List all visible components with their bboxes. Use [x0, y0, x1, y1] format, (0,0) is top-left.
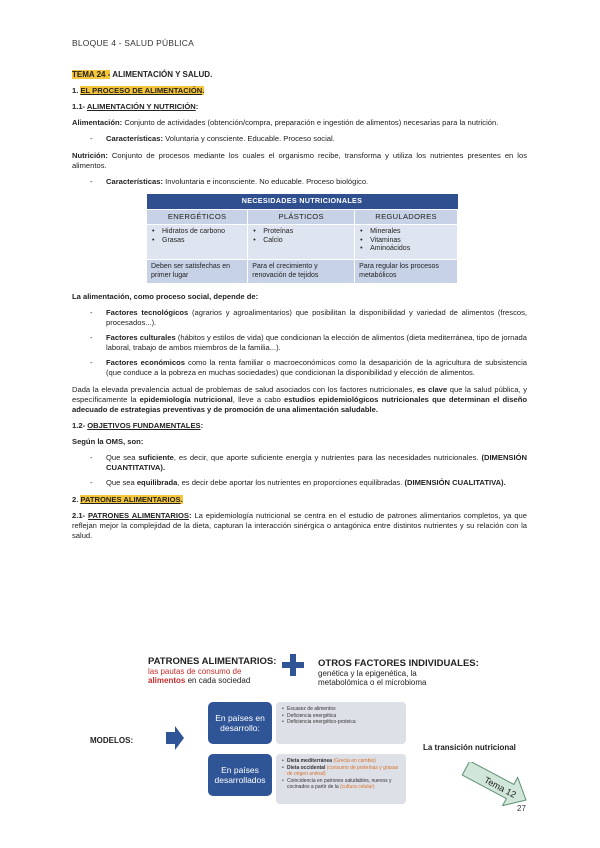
section-1-2-heading: 1.2- OBJETIVOS FUNDAMENTALES: [72, 421, 204, 430]
table-cell: • Minerales • Vitaminas • Aminoácidos [355, 225, 458, 260]
oms-list [72, 453, 527, 488]
nutritional-needs-table [146, 194, 458, 284]
patterns-diagram [72, 650, 542, 840]
nutritional-transition-label: La transición nutricional [423, 743, 516, 752]
table-note: Para el crecimiento y renovación de tejidos [248, 260, 355, 284]
developed-countries-box: En países desarrollados [208, 754, 272, 796]
alimentacion-definition: Alimentación: Conjunto de actividades (obtención/compra, preparación e ingestión de alimentos) necesarias para la nutrición. [72, 118, 499, 127]
section-1-1-heading: 1.1- ALIMENTACIÓN Y NUTRICIÓN: [72, 102, 199, 111]
page-number: 27 [517, 804, 526, 813]
page-header: BLOQUE 4 - SALUD PÚBLICA [72, 38, 194, 48]
table-note: Para regular los procesos metabólicos [355, 260, 458, 284]
list-item: - Factores culturales (hábitos y estilos de vida) que condicionan la elección de alimentos (dieta mediterránea, tipo de jornada laboral, trabajo de ambos miembros de la familia...). [72, 333, 527, 353]
list-item: - Factores económicos como la renta familiar o macroeconómicos como la desaparición de la agricultura de subsistencia (que conduce a la pobreza en muchas sociedades) que condicionan la disponibilidad y elección de alimentos. [72, 358, 527, 378]
list-item: - Que sea equilibrada, es decir debe aportar los nutrientes en proporciones equilibradas. (DIMENSIÓN CUALITATIVA). [72, 478, 527, 488]
oms-heading: Según la OMS, son: [72, 437, 144, 446]
tema-arrow-icon [456, 762, 536, 806]
topic-title [72, 70, 527, 80]
document-body [72, 70, 527, 547]
tema-label: Tema 12 [482, 774, 518, 800]
table-note: Deben ser satisfechas en primer lugar [147, 260, 248, 284]
models-label: MODELOS: [90, 736, 134, 745]
other-factors-title: OTROS FACTORES INDIVIDUALES: [318, 658, 479, 669]
arrow-right-icon [166, 726, 184, 750]
table-head: PLÁSTICOS [248, 209, 355, 225]
patterns-subtitle: las pautas de consumo de alimentos en cada sociedad [148, 667, 251, 685]
list-item: - Factores tecnológicos (agrarios y agroalimentarios) que posibilitan la disponibilidad y variedad de alimentos (frescos, procesados...). [72, 308, 527, 328]
table-cell: • Proteínas • Calcio [248, 225, 355, 260]
patterns-title: PATRONES ALIMENTARIOS: [148, 656, 277, 667]
table-head: REGULADORES [355, 209, 458, 225]
developing-countries-panel: • Escasez de alimentos • Deficiencia energética • Deficiencia energético-proteica [276, 702, 406, 744]
social-heading: La alimentación, como proceso social, depende de: [72, 292, 259, 301]
nutricion-characteristics: - Características: Involuntaria e inconsciente. No educable. Proceso biológico. [72, 177, 527, 187]
social-factors-list [72, 308, 527, 378]
nutricion-definition: Nutrición: Conjunto de procesos mediante los cuales el organismo recibe, transforma y utiliza los nutrientes presentes en los alimentos. [72, 151, 527, 170]
section-1-heading: 1. EL PROCESO DE ALIMENTACIÓN. [72, 86, 205, 95]
section-2-1-paragraph: 2.1- PATRONES ALIMENTARIOS: La epidemiología nutricional se centra en el estudio de patrones alimentarios completos, ya que reflejan mejor la complejidad de la dieta, capturan la interacción sinérgica o antagónica entre distintos nutrientes y su relación con la salud. [72, 511, 527, 540]
alimentacion-characteristics: - Características: Voluntaria y consciente. Educable. Proceso social. [72, 134, 527, 144]
list-item: - Que sea suficiente, es decir, que aporte suficiente energía y nutrientes para las necesidades nutricionales. (DIMENSIÓN CUANTITATIVA). [72, 453, 527, 473]
epidemiology-paragraph: Dada la elevada prevalencia actual de problemas de salud asociados con los factores nutricionales, es clave que la salud pública, y específicamente la epidemiología nutricional, lleve a cabo estudios epidemiológicos nutricionales que determinan el diseño adecuado de estrategias preventivas y de promoción de una alimentación saludable. [72, 385, 527, 414]
topic-name: ALIMENTACIÓN Y SALUD. [110, 70, 213, 79]
table-title: NECESIDADES NUTRICIONALES [147, 194, 458, 209]
developed-countries-panel: • Dieta mediterránea (Grecia en cambio) • Dieta occidental (consumo de proteínas y grasas de origen animal) • Coincidencia en patrones saludables, nuevos y cocinados a partir de la (cultura celular) [276, 754, 406, 804]
section-2-heading: 2. PATRONES ALIMENTARIOS. [72, 495, 183, 504]
developing-countries-box: En países en desarrollo: [208, 702, 272, 744]
topic-number: TEMA 24 - [72, 70, 111, 79]
plus-icon [282, 654, 304, 676]
other-factors-subtitle: genética y la epigenética, la metabolómica o el microbioma [318, 669, 427, 687]
table-cell: • Hidratos de carbono • Grasas [147, 225, 248, 260]
table-head: ENERGÉTICOS [147, 209, 248, 225]
